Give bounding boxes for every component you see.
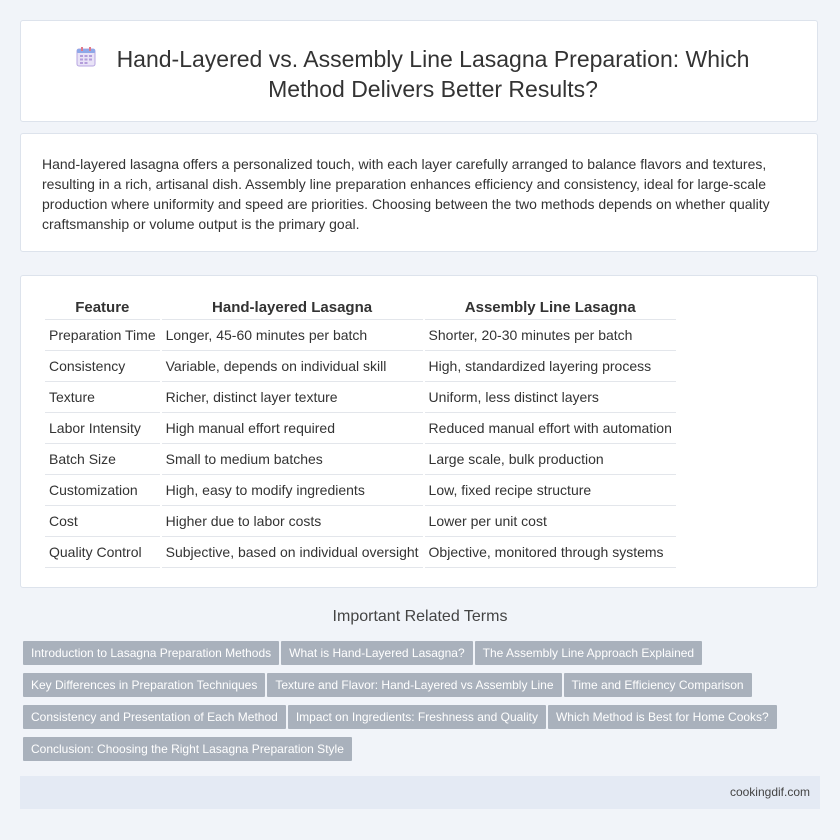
table-row <box>45 351 676 382</box>
related-terms-list <box>23 641 803 769</box>
cell-feature: Quality Control <box>45 537 160 568</box>
cell-hand-layered: Richer, distinct layer texture <box>162 382 423 413</box>
intro-paragraph: Hand-layered lasagna offers a personalized touch, with each layer carefully arranged to balance flavors and textures, resulting in a rich, artisanal dish. Assembly line preparation enhances efficiency and consistency, ideal for large-scale production where uniformity and speed are priorities. Choosing between the two methods depends on whether quality craftsmanship or volume output is the primary goal. <box>42 156 770 232</box>
related-term-tag[interactable]: Texture and Flavor: Hand-Layered vs Assembly Line <box>267 673 561 697</box>
cell-feature: Labor Intensity <box>45 413 160 444</box>
comparison-table <box>43 295 678 568</box>
table-row <box>45 537 676 568</box>
related-term-tag[interactable]: What is Hand-Layered Lasagna? <box>281 641 472 665</box>
cell-hand-layered: Subjective, based on individual oversight <box>162 537 423 568</box>
cell-assembly-line: Large scale, bulk production <box>425 444 676 475</box>
header-hand-layered: Hand-layered Lasagna <box>162 295 423 320</box>
cell-assembly-line: Low, fixed recipe structure <box>425 475 676 506</box>
cell-hand-layered: Longer, 45-60 minutes per batch <box>162 320 423 351</box>
cell-hand-layered: Higher due to labor costs <box>162 506 423 537</box>
table-header-row <box>45 295 676 320</box>
related-term-tag[interactable]: Time and Efficiency Comparison <box>564 673 752 697</box>
cell-feature: Texture <box>45 382 160 413</box>
table-row <box>45 320 676 351</box>
related-term-tag[interactable]: Conclusion: Choosing the Right Lasagna Preparation Style <box>23 737 352 761</box>
related-term-tag[interactable]: Introduction to Lasagna Preparation Methods <box>23 641 279 665</box>
cell-feature: Customization <box>45 475 160 506</box>
cell-feature: Preparation Time <box>45 320 160 351</box>
page-title: Hand-Layered vs. Assembly Line Lasagna Preparation: Which Method Delivers Better Results? <box>116 46 750 102</box>
table-row <box>45 475 676 506</box>
cell-assembly-line: Reduced manual effort with automation <box>425 413 676 444</box>
cell-feature: Consistency <box>45 351 160 382</box>
cell-feature: Cost <box>45 506 160 537</box>
cell-assembly-line: Uniform, less distinct layers <box>425 382 676 413</box>
cell-assembly-line: Shorter, 20-30 minutes per batch <box>425 320 676 351</box>
cell-assembly-line: Objective, monitored through systems <box>425 537 676 568</box>
footer <box>20 776 820 809</box>
intro-card <box>20 133 818 252</box>
table-row <box>45 444 676 475</box>
related-terms-heading: Important Related Terms <box>332 608 508 625</box>
related-term-tag[interactable]: The Assembly Line Approach Explained <box>475 641 702 665</box>
cell-hand-layered: High, easy to modify ingredients <box>162 475 423 506</box>
title-card <box>20 20 818 122</box>
table-row <box>45 506 676 537</box>
footer-site-link[interactable]: cookingdif.com <box>729 785 810 799</box>
table-row <box>45 413 676 444</box>
cell-assembly-line: Lower per unit cost <box>425 506 676 537</box>
header-assembly-line: Assembly Line Lasagna <box>425 295 676 320</box>
cell-feature: Batch Size <box>45 444 160 475</box>
related-term-tag[interactable]: Which Method is Best for Home Cooks? <box>548 705 777 729</box>
cell-hand-layered: High manual effort required <box>162 413 423 444</box>
related-term-tag[interactable]: Key Differences in Preparation Techniques <box>23 673 265 697</box>
related-term-tag[interactable]: Impact on Ingredients: Freshness and Quality <box>288 705 546 729</box>
comparison-card <box>20 275 818 588</box>
cell-hand-layered: Variable, depends on individual skill <box>162 351 423 382</box>
related-term-tag[interactable]: Consistency and Presentation of Each Method <box>23 705 286 729</box>
cell-assembly-line: High, standardized layering process <box>425 351 676 382</box>
header-feature: Feature <box>45 295 160 320</box>
table-row <box>45 382 676 413</box>
cell-hand-layered: Small to medium batches <box>162 444 423 475</box>
